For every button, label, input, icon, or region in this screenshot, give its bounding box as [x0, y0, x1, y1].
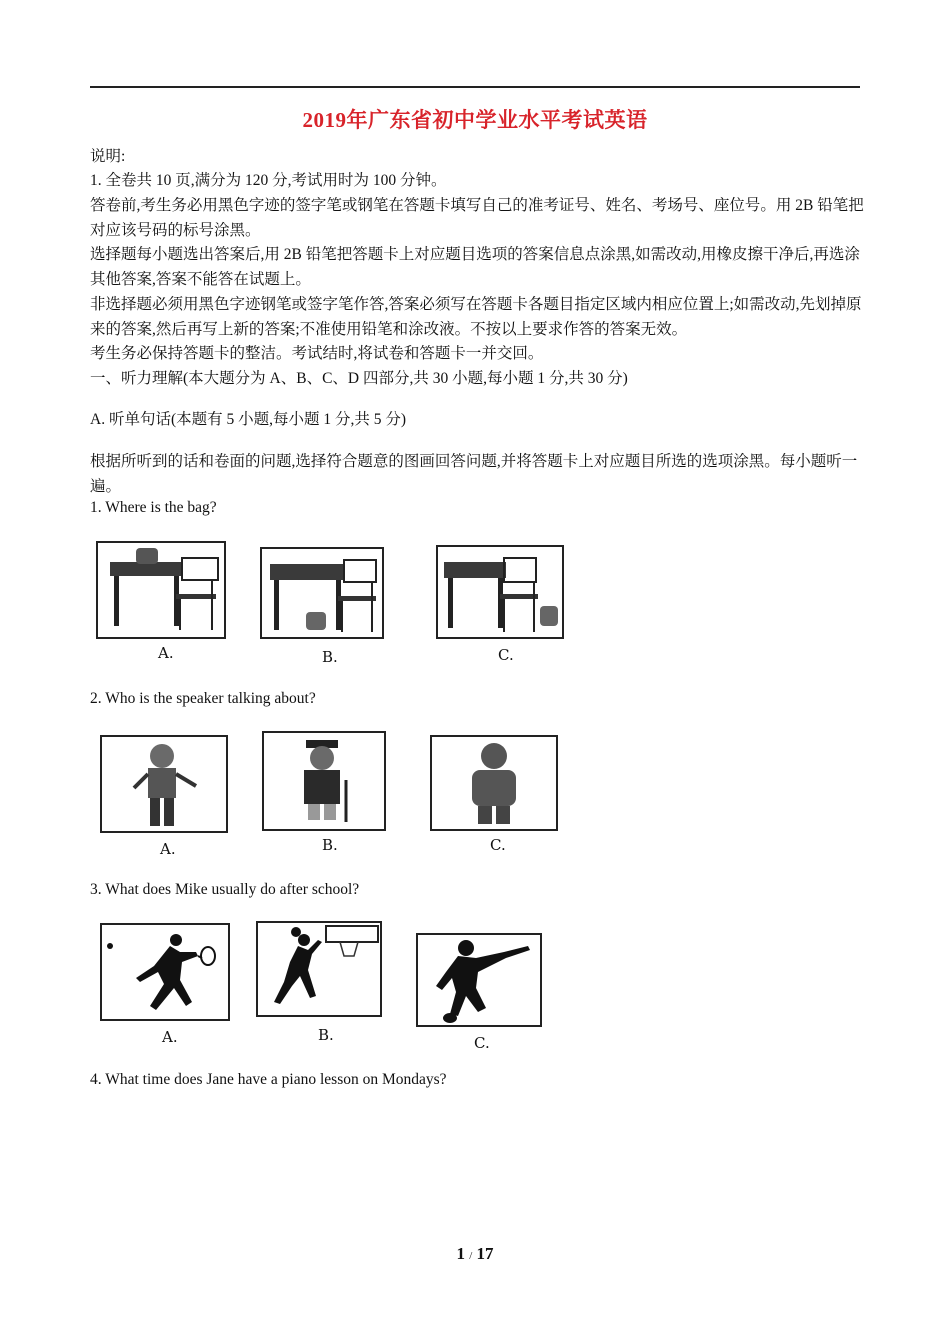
section-heading: 一、听力理解(本大题分为 A、B、C、D 四部分,共 30 小题,每小题 1 分,共 30 分) [90, 370, 628, 387]
basketball-player-picture [256, 920, 384, 1018]
option-label: C. [490, 836, 506, 854]
tennis-player-picture [100, 922, 232, 1022]
instructions-heading: 说明: [90, 148, 126, 165]
soccer-player-picture [416, 932, 544, 1028]
instruction-item-3: 选择题每小题选出答案后,用 2B 铅笔把答题卡上对应题目选项的答案信息点涂黑,如需改动,用橡皮擦干净后,再选涂其他答案,答案不能答在试题上。 [90, 246, 860, 288]
young-man-picture [100, 734, 230, 834]
option-label: C. [498, 646, 514, 664]
total-pages: 17 [476, 1244, 494, 1263]
question-4: 4. What time does Jane have a piano lesson on Mondays? [90, 1071, 447, 1088]
option-label: B. [322, 836, 338, 854]
instruction-item-1: 1. 全卷共 10 页,满分为 120 分,考试用时为 100 分钟。 [90, 172, 447, 189]
instruction-item-5: 考生务必保持答题卡的整洁。考试结时,将试卷和答题卡一并交回。 [90, 345, 544, 362]
desk-bag-under-desk-picture [260, 546, 386, 640]
option-label: A. [158, 644, 174, 662]
instruction-item-4: 非选择题必须用黑色字迹钢笔或签字笔作答,答案必须写在答题卡各题目指定区域内相应位置上;如需改动,先划掉原来的答案,然后再写上新的答案;不准使用铅笔和涂改液。不按以上要求作答的答案无效。 [90, 296, 862, 338]
top-rule [90, 86, 860, 88]
old-man-picture [262, 730, 388, 832]
page-title: 2019年广东省初中学业水平考试英语 [302, 108, 648, 132]
option-label: A. [160, 840, 176, 858]
option-label: A. [162, 1028, 178, 1046]
desk-bag-by-chair-picture [436, 544, 566, 640]
instruction-item-2: 答卷前,考生务必用黑色字迹的签字笔或钢笔在答题卡填写自己的准考证号、姓名、考场号、座位号。用 2B 铅笔把对应该号码的标号涂黑。 [90, 197, 864, 239]
option-label: B. [318, 1026, 334, 1044]
part-a-directions: 根据所听到的话和卷面的问题,选择符合题意的图画回答问题,并将答题卡上对应题目所选的选项涂黑。每小题听一遍。 [90, 453, 858, 495]
option-label: B. [322, 648, 338, 666]
desk-bag-on-desk-picture [96, 540, 228, 640]
fat-man-picture [430, 734, 560, 832]
page-separator: / [469, 1250, 473, 1262]
page-number [0, 1244, 950, 1264]
part-a-heading: A. 听单句话(本题有 5 小题,每小题 1 分,共 5 分) [90, 411, 407, 428]
question-2: 2. Who is the speaker talking about? [90, 690, 316, 707]
question-1: 1. Where is the bag? [90, 499, 217, 516]
current-page: 1 [456, 1244, 465, 1263]
option-label: C. [474, 1034, 490, 1052]
question-3: 3. What does Mike usually do after school? [90, 881, 360, 898]
